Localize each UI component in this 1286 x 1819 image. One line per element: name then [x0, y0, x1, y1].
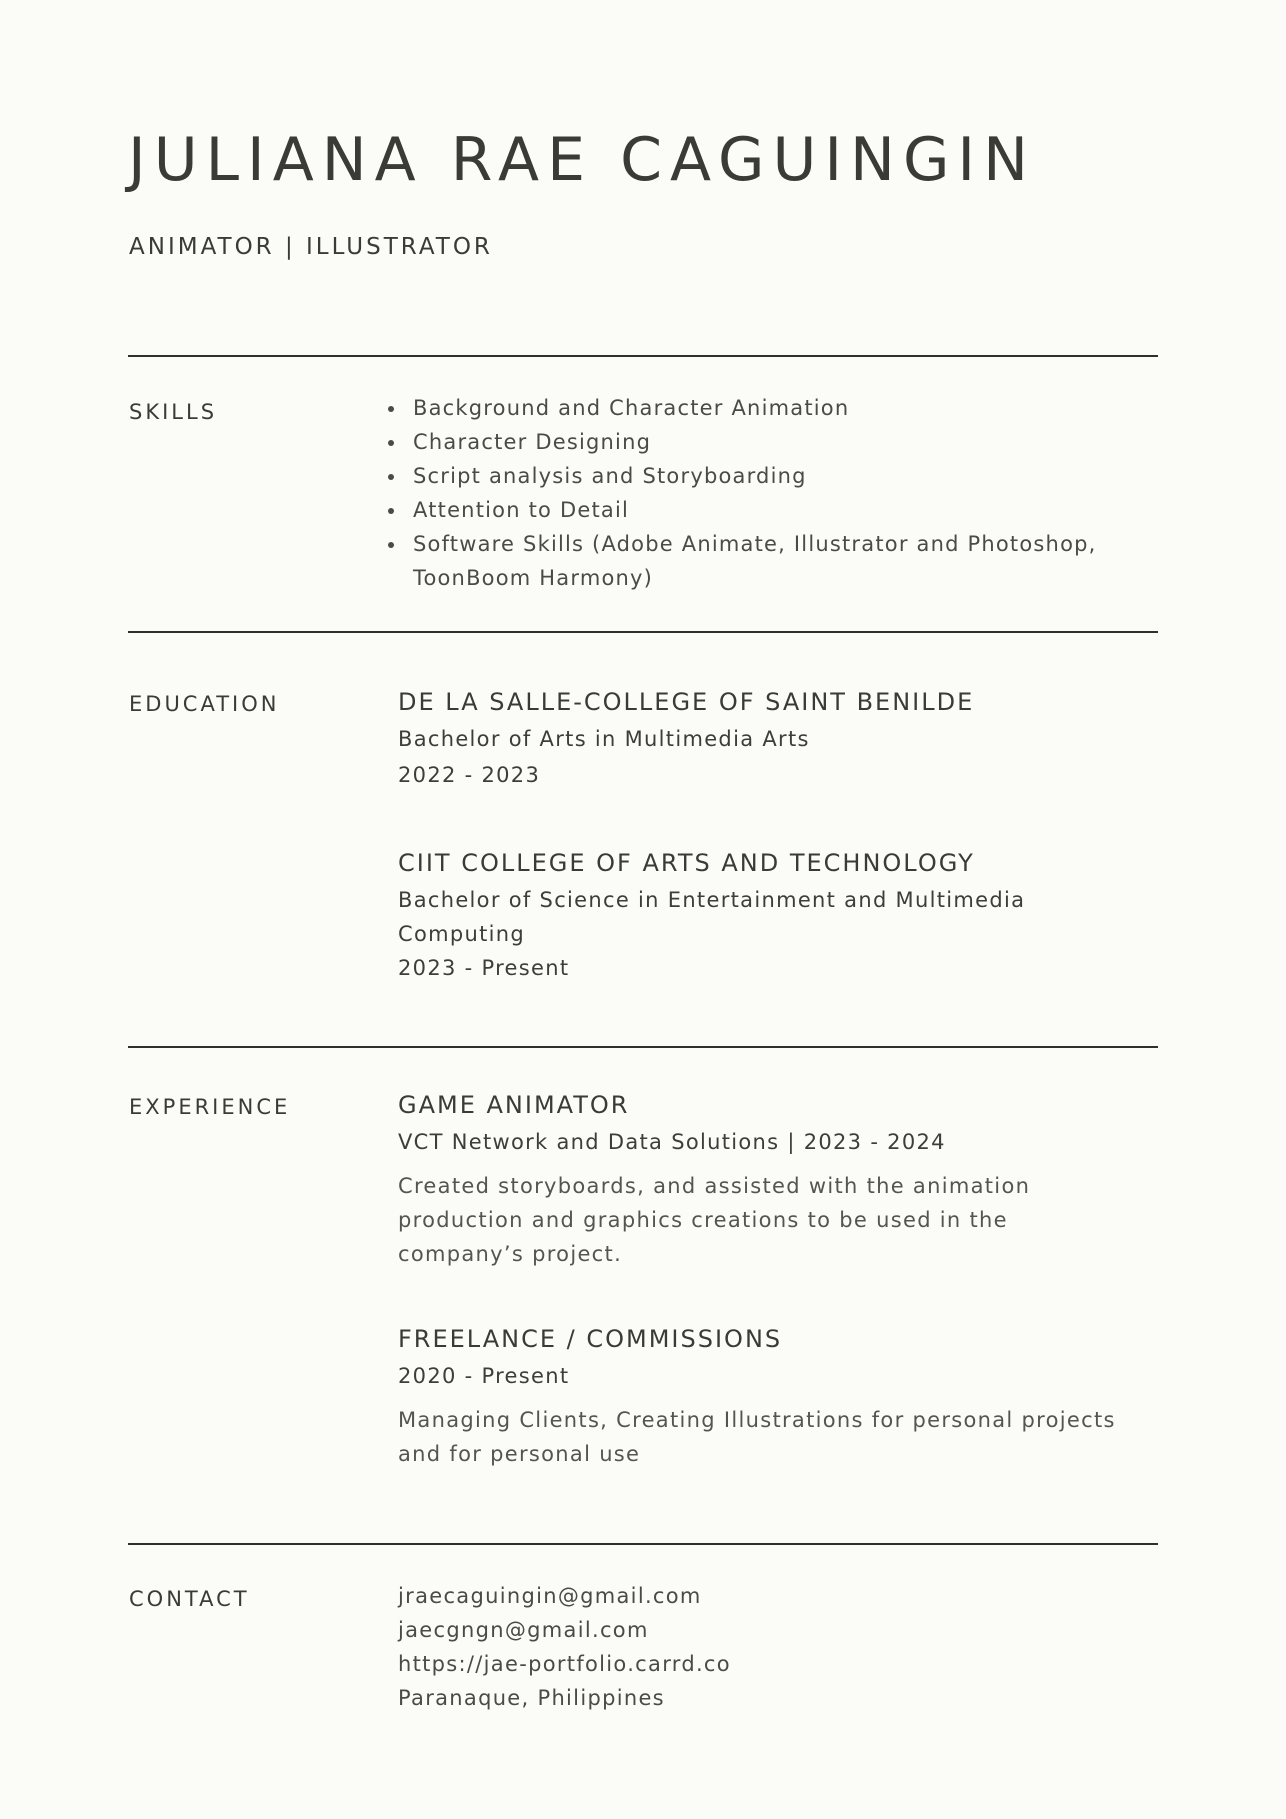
experience-entry: [398, 1093, 1158, 1271]
experience-title: GAME ANIMATOR: [398, 1091, 630, 1119]
experience-description: Created storyboards, and assisted with the animation production and graphics creations to be used in the company’s project.: [398, 1174, 1031, 1266]
resume-role: ANIMATOR | ILLUSTRATOR: [129, 234, 493, 260]
contact-list: [398, 1579, 731, 1715]
education-school: DE LA SALLE-COLLEGE OF SAINT BENILDE: [398, 688, 975, 716]
experience-meta: VCT Network and Data Solutions | 2023 - 2024: [398, 1130, 946, 1154]
skill-item: Attention to Detail: [385, 493, 1155, 527]
experience-title: FREELANCE / COMMISSIONS: [398, 1325, 783, 1353]
skill-item: Script analysis and Storyboarding: [385, 459, 1155, 493]
section-label-skills: SKILLS: [129, 400, 218, 424]
education-school: CIIT COLLEGE OF ARTS AND TECHNOLOGY: [398, 849, 975, 877]
divider-contact: [128, 1543, 1158, 1545]
education-years: 2023 - Present: [398, 956, 570, 980]
experience-meta: 2020 - Present: [398, 1364, 570, 1388]
contact-email-primary[interactable]: jraecaguingin@gmail.com: [398, 1584, 702, 1608]
contact-location: Paranaque, Philippines: [398, 1686, 665, 1710]
divider-skills: [128, 355, 1158, 357]
section-label-education: EDUCATION: [129, 692, 280, 716]
resume-name: JULIANA RAE CAGUINGIN: [128, 125, 1037, 195]
divider-education: [128, 631, 1158, 633]
section-label-contact: CONTACT: [129, 1587, 250, 1611]
skills-list: [385, 391, 1155, 595]
skill-item: Background and Character Animation: [385, 391, 1155, 425]
skill-item: Software Skills (Adobe Animate, Illustrator and Photoshop, ToonBoom Harmony): [385, 527, 1155, 595]
contact-website[interactable]: https://jae-portfolio.carrd.co: [398, 1652, 731, 1676]
contact-email-secondary[interactable]: jaecgngn@gmail.com: [398, 1618, 649, 1642]
education-entry: [398, 690, 1158, 792]
education-entry: [398, 851, 1158, 985]
divider-experience: [128, 1046, 1158, 1048]
education-degree: Bachelor of Arts in Multimedia Arts: [398, 727, 810, 751]
education-years: 2022 - 2023: [398, 763, 541, 787]
experience-entry: [398, 1327, 1158, 1471]
skill-item: Character Designing: [385, 425, 1155, 459]
section-label-experience: EXPERIENCE: [129, 1095, 291, 1119]
experience-description: Managing Clients, Creating Illustrations for personal projects and for personal use: [398, 1408, 1116, 1466]
education-degree: Bachelor of Science in Entertainment and Multimedia Computing: [398, 888, 1026, 946]
